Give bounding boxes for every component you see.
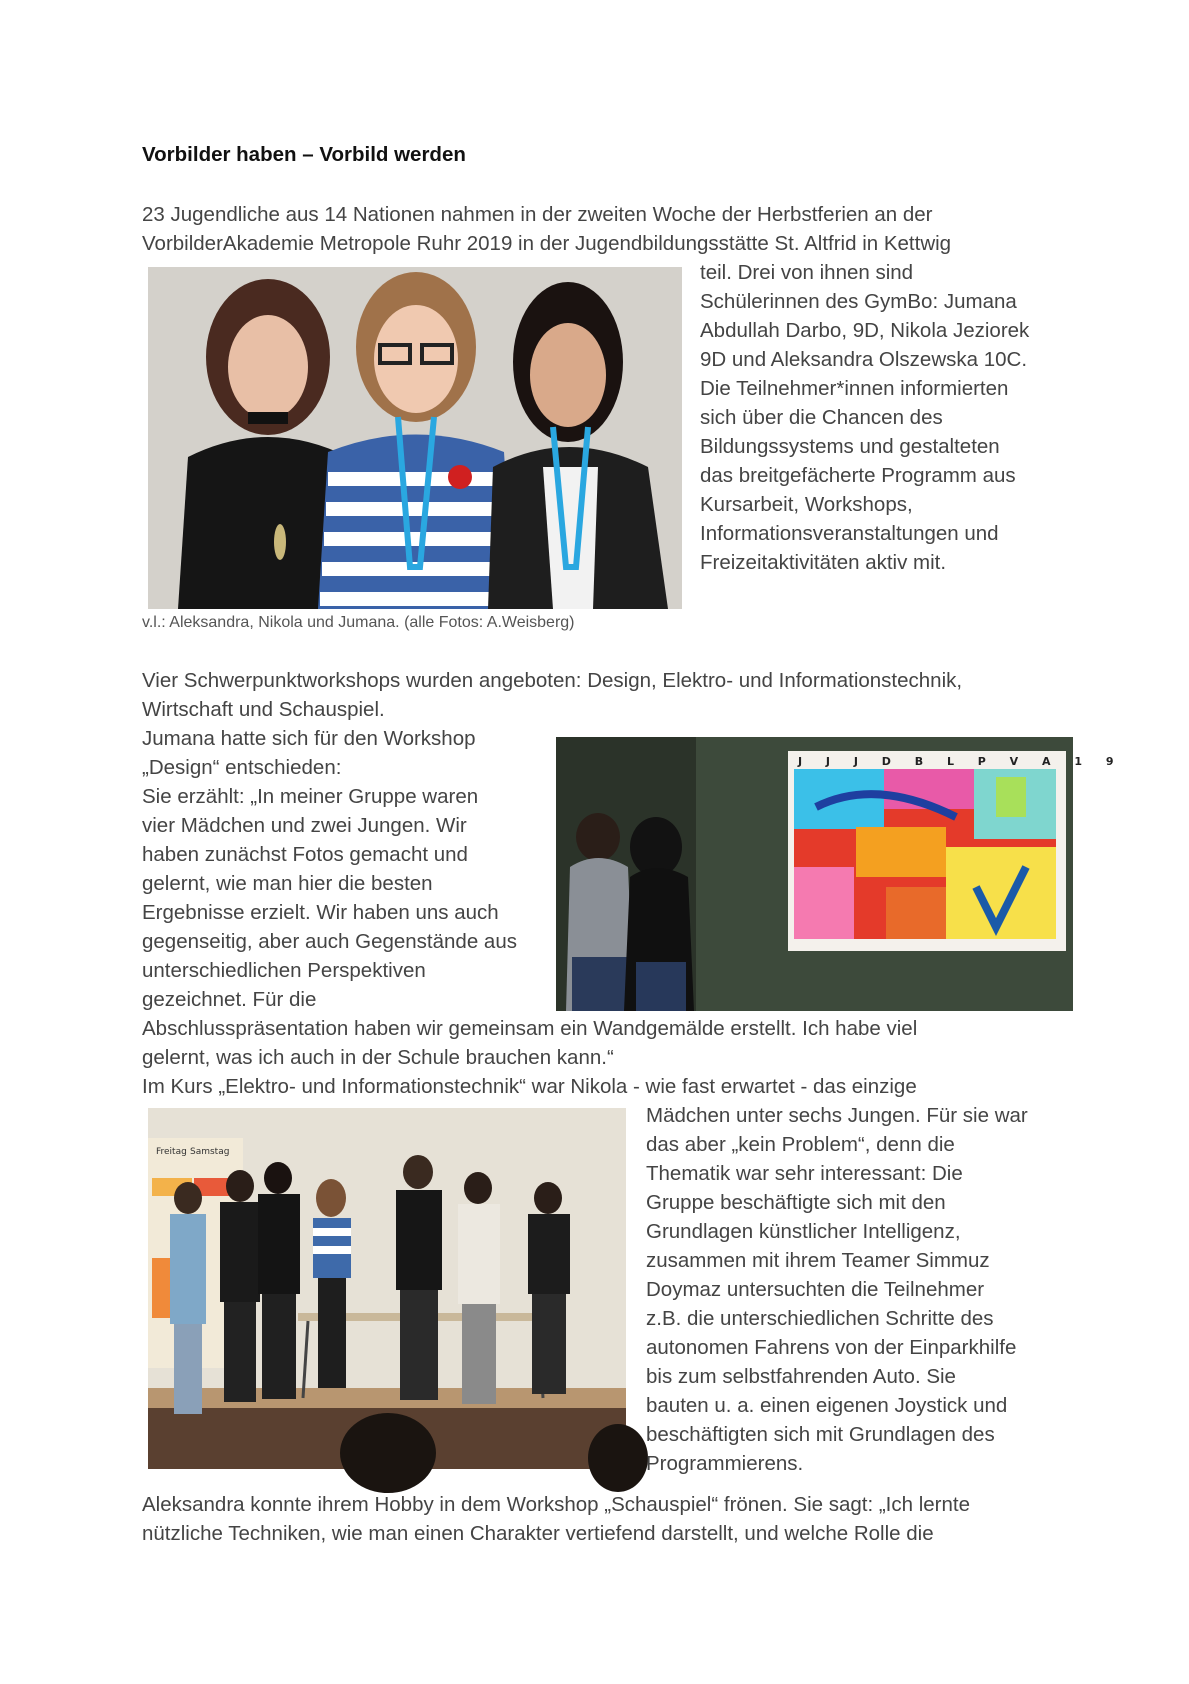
elektro-wrap-line: z.B. die unterschiedlichen Schritte des xyxy=(646,1307,994,1330)
elektro-wrap-line: Mädchen unter sechs Jungen. Für sie war xyxy=(646,1104,1028,1127)
elektro-wrap-line: Thematik war sehr interessant: Die xyxy=(646,1162,963,1185)
stage-sign-1: Freitag xyxy=(156,1147,187,1157)
photo-design-projection-image xyxy=(556,737,1124,1011)
design-wrap-line: vier Mädchen und zwei Jungen. Wir xyxy=(142,814,467,837)
elektro-wrap-line: Grundlagen künstlicher Intelligenz, xyxy=(646,1220,961,1243)
schauspiel-line: Aleksandra konnte ihrem Hobby in dem Workshop „Schauspiel“ frönen. Sie sagt: „Ich lernte xyxy=(142,1493,971,1516)
design-wrap-line: gelernt, wie man hier die besten xyxy=(142,872,433,895)
design-full-line: Im Kurs „Elektro- und Informationstechnik“ war Nikola - wie fast erwartet - das einzige xyxy=(142,1075,917,1098)
schauspiel-line: nützliche Techniken, wie man einen Charakter vertiefend darstellt, und welche Rolle die xyxy=(142,1522,934,1545)
design-wrap-line: unterschiedlichen Perspektiven xyxy=(142,959,426,982)
elektro-wrap-line: Programmierens. xyxy=(646,1452,804,1475)
design-full-line: gelernt, was ich auch in der Schule brauchen kann.“ xyxy=(142,1046,614,1069)
intro-wrap-line: teil. Drei von ihnen sind xyxy=(700,261,914,284)
design-wrap-line: Ergebnisse erzielt. Wir haben uns auch xyxy=(142,901,499,924)
elektro-wrap-line: bauten u. a. einen eigenen Joystick und xyxy=(646,1394,1008,1417)
stage-sign-2: Samstag xyxy=(190,1147,230,1157)
elektro-wrap-line: Gruppe beschäftigte sich mit den xyxy=(646,1191,946,1214)
photo-three-students-image xyxy=(148,267,682,609)
workshops-line: Vier Schwerpunktworkshops wurden angeboten: Design, Elektro- und Informationstechnik, xyxy=(142,669,963,692)
design-wrap-line: gezeichnet. Für die xyxy=(142,988,317,1011)
design-full-line: Abschlusspräsentation haben wir gemeinsam ein Wandgemälde erstellt. Ich habe viel xyxy=(142,1017,918,1040)
intro-wrap-line: Die Teilnehmer*innen informierten xyxy=(700,377,1009,400)
elektro-wrap-line: beschäftigten sich mit Grundlagen des xyxy=(646,1423,995,1446)
intro-wrap-line: Freizeitaktivitäten aktiv mit. xyxy=(700,551,947,574)
intro-wrap-line: 9D und Aleksandra Olszewska 10C. xyxy=(700,348,1028,371)
design-wrap-line: „Design“ entschieden: xyxy=(142,756,342,779)
photo-three-students xyxy=(148,267,682,609)
elektro-wrap-line: zusammen mit ihrem Teamer Simmuz xyxy=(646,1249,990,1272)
elektro-wrap-line: autonomen Fahrens von der Einparkhilfe xyxy=(646,1336,1017,1359)
design-wrap-line: gegenseitig, aber auch Gegenstände aus xyxy=(142,930,517,953)
elektro-wrap-line: bis zum selbstfahrenden Auto. Sie xyxy=(646,1365,956,1388)
photo-design-projection xyxy=(556,737,1124,1011)
design-wrap-line: haben zunächst Fotos gemacht und xyxy=(142,843,468,866)
intro-wrap-line: das breitgefächerte Programm aus xyxy=(700,464,1016,487)
intro-wrap-line: Schülerinnen des GymBo: Jumana xyxy=(700,290,1017,313)
intro-wrap-line: sich über die Chancen des xyxy=(700,406,943,429)
design-wrap-line: Sie erzählt: „In meiner Gruppe waren xyxy=(142,785,479,808)
elektro-wrap-line: Doymaz untersuchten die Teilnehmer xyxy=(646,1278,985,1301)
intro-line: VorbilderAkademie Metropole Ruhr 2019 in der Jugendbildungsstätte St. Altfrid in Kettwig xyxy=(142,232,952,255)
article-title: Vorbilder haben – Vorbild werden xyxy=(142,143,466,166)
intro-wrap-line: Kursarbeit, Workshops, xyxy=(700,493,913,516)
intro-line: 23 Jugendliche aus 14 Nationen nahmen in der zweiten Woche der Herbstferien an der xyxy=(142,203,933,226)
painting-letters: J J J D B L P V A 1 9 xyxy=(798,755,1124,768)
photo-elektro-group-image xyxy=(148,1108,626,1469)
photo-caption: v.l.: Aleksandra, Nikola und Jumana. (alle Fotos: A.Weisberg) xyxy=(142,614,575,631)
workshops-line: Wirtschaft und Schauspiel. xyxy=(142,698,385,721)
photo-elektro-group xyxy=(148,1108,626,1469)
intro-wrap-line: Informationsveranstaltungen und xyxy=(700,522,999,545)
design-wrap-line: Jumana hatte sich für den Workshop xyxy=(142,727,476,750)
elektro-wrap-line: das aber „kein Problem“, denn die xyxy=(646,1133,955,1156)
intro-wrap-line: Bildungssystems und gestalteten xyxy=(700,435,1000,458)
intro-wrap-line: Abdullah Darbo, 9D, Nikola Jeziorek xyxy=(700,319,1030,342)
